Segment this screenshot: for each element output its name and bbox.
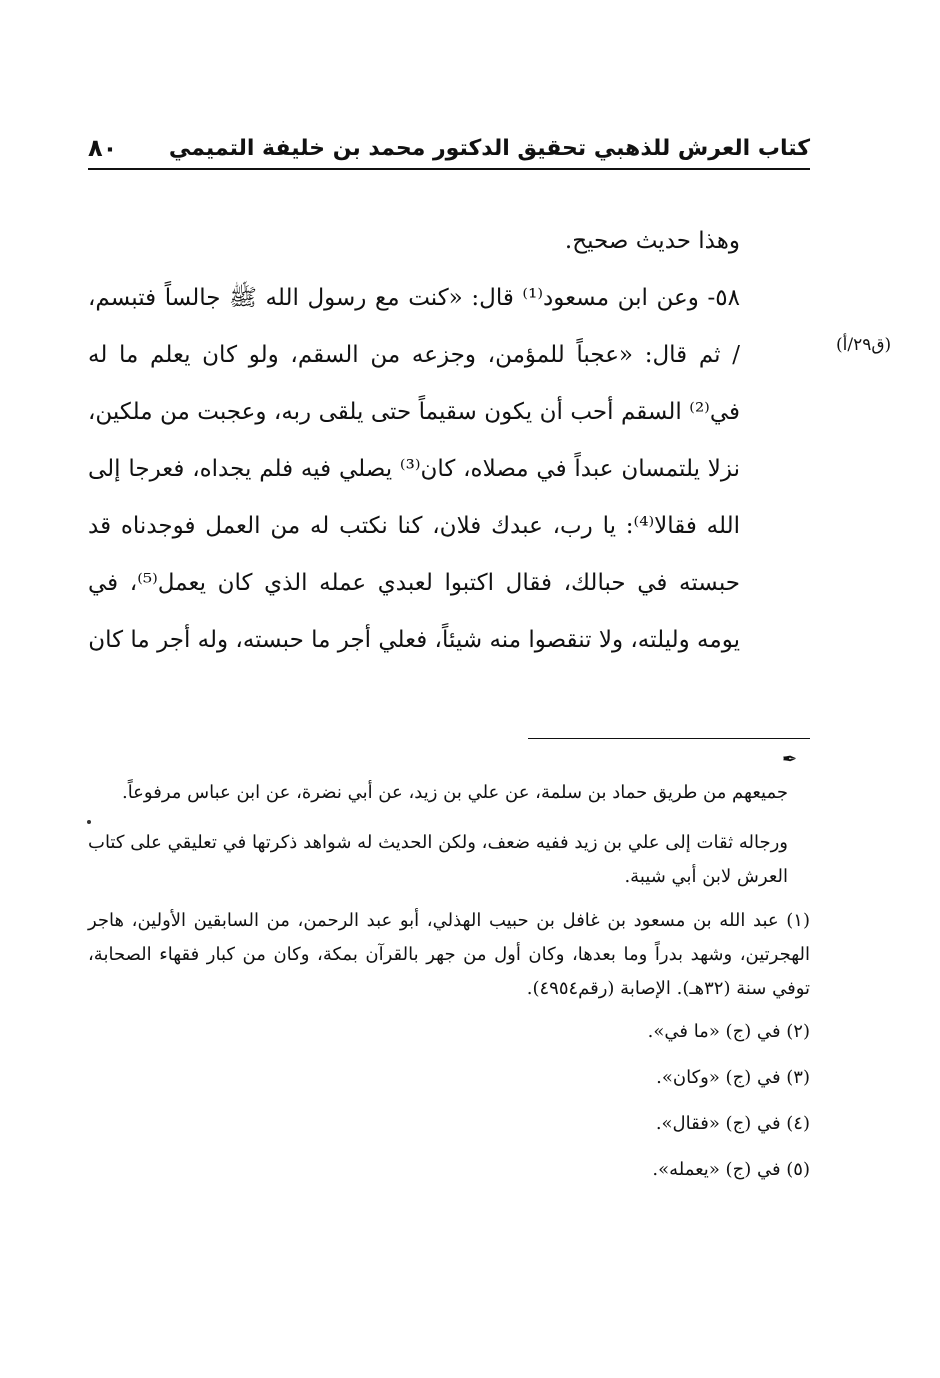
footnote-2: (٢) في (ج) «ما في». [647,1021,810,1042]
footnote-3: (٣) في (ج) «وكان». [656,1067,810,1088]
quill-icon: ✒ [782,749,798,770]
hadith-paragraph-58: ٥٨- وعن ابن مسعود⁽¹⁾ قال: «كنت مع رسول الله ﷺ جالساً فتبسم، / ثم قال: «عجباً للمؤمن، وجزعه من السقم، ولو كان يعلم ما له في⁽²⁾ السقم أحب أن يكون سقيماً حتى يلقى ربه، وعجبت من ملكين، نزلا يلتمسان عبداً في مصلاه، كان⁽³⁾ يصلي فيه فلم يجداه، فعرجا إلى الله فقالا⁽⁴⁾: يا رب، عبدك فلان، كنا نكتب له من العمل فوجدناه قد حبسته في حبالك، فقال اكتبوا لعبدي عمله الذي كان يعمل⁽⁵⁾، في يومه وليلته، ولا تنقصوا منه شيئاً، فعلي أجر ما حبسته، وله أجر ما كان [88,285,741,653]
main-text [88,213,810,669]
footnotes [88,776,810,1199]
footnote-continuation-1: جميعهم من طريق حماد بن سلمة، عن علي بن زيد، عن أبي نضرة، عن ابن عباس مرفوعاً. [121,782,788,803]
footnote-4: (٤) في (ج) «فقال». [655,1113,810,1134]
running-title: كتاب العرش للذهبي تحقيق الدكتور محمد بن خليفة التميمي [168,135,810,161]
header-divider [88,168,810,170]
footnote-divider [528,738,810,739]
footnote-1: (١) عبد الله بن مسعود بن غافل بن حبيب الهذلي، أبو عبد الرحمن، من السابقين الأولين، هاجر الهجرتين، وشهد بدراً وما بعدها، وكان أول من جهر بالقرآن بمكة، وكان من كبار فقهاء الصحابة، توفي سنة (٣٢هـ). الإصابة (رقم٤٩٥٤). [88,910,811,999]
footnote-continuation-2: ورجاله ثقات إلى علي بن زيد ففيه ضعف، ولكن الحديث له شواهد ذكرتها في تعليقي على كتاب العرش لابن أبي شيبة. [88,832,788,887]
manuscript-folio-note: (ق٢٩/أ) [836,335,892,355]
intro-line: وهذا حديث صحيح. [564,228,740,254]
footnote-5: (٥) في (ج) «يعمله». [652,1159,810,1180]
page-header [88,128,810,168]
page-number: ٨٠ [88,134,118,162]
